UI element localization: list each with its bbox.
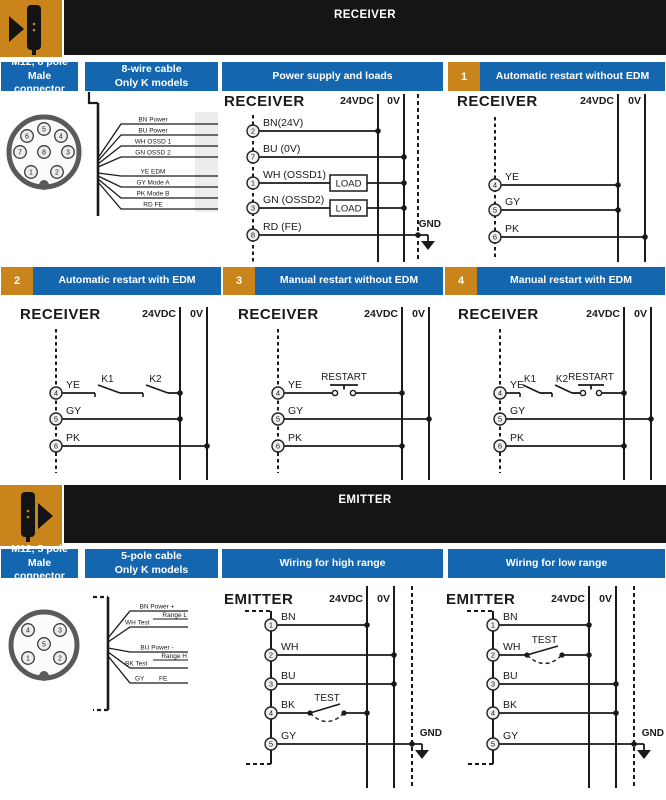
pin-number: 2 — [250, 126, 256, 136]
wire-label: PK — [510, 432, 525, 444]
header-cell — [1, 56, 78, 96]
junction-dot — [409, 741, 415, 747]
wire-label: BK Test — [125, 660, 148, 668]
header-label: Power supply and loads — [272, 69, 393, 82]
rail-label-0v: 0V — [190, 308, 203, 320]
rail-label-0v: 0V — [634, 308, 647, 320]
junction-dot — [621, 443, 627, 449]
wiring-panel-svg — [222, 295, 444, 480]
junction-dot — [586, 622, 592, 628]
test-blade — [527, 646, 558, 655]
junction-dot — [364, 622, 370, 628]
header-label: 8-wire cable Only K models — [114, 62, 189, 89]
rail-label-0v: 0V — [599, 593, 612, 605]
header-cell — [1, 543, 78, 583]
wire-label: GY — [510, 405, 526, 417]
button-label: RESTART — [321, 372, 367, 383]
pin-number: 2 — [490, 650, 496, 660]
junction-dot — [615, 182, 621, 188]
gnd-label: GND — [641, 728, 664, 739]
header-label: Manual restart without EDM — [279, 274, 419, 287]
wiring-panel-svg — [444, 578, 666, 800]
header-cell — [1, 267, 221, 295]
wire-label: PK Mode B — [136, 190, 170, 198]
junction-dot — [621, 390, 627, 396]
diagram-title: EMITTER — [446, 591, 516, 608]
junction-dot — [375, 128, 381, 134]
wire-label: BN(24V) — [263, 117, 304, 129]
diagram-title: RECEIVER — [224, 93, 305, 110]
junction-dot — [586, 652, 592, 658]
header-label: Automatic restart with EDM — [58, 274, 196, 287]
junction-dot — [401, 205, 407, 211]
pin-number: 6 — [25, 133, 29, 141]
pin-number: 5 — [275, 414, 281, 424]
pin-number: 4 — [490, 708, 496, 718]
rail-label-24vdc: 24VDC — [329, 593, 363, 605]
junction-dot — [415, 232, 421, 238]
test-label: TEST — [531, 635, 558, 646]
rail-label-24vdc: 24VDC — [340, 95, 374, 107]
connector-keyway-notch — [39, 180, 49, 190]
wire-label: PK — [505, 223, 520, 235]
header-cell — [222, 62, 443, 91]
pin-number: 5 — [268, 739, 274, 749]
pin-number: 4 — [268, 708, 274, 718]
rail-label-24vdc: 24VDC — [580, 95, 614, 107]
pin-number: 1 — [268, 620, 274, 630]
pin-number: 2 — [268, 650, 274, 660]
wire-label: BK — [281, 699, 296, 711]
junction-dot — [648, 416, 654, 422]
rail-label-24vdc: 24VDC — [586, 308, 620, 320]
pin-number: 4 — [275, 388, 281, 398]
diagram-title: RECEIVER — [457, 93, 538, 110]
wire-label: GY — [288, 405, 304, 417]
junction-dot — [391, 652, 397, 658]
gnd-arrow — [637, 750, 651, 759]
contact-blade — [98, 385, 120, 393]
rail-label-0v: 0V — [387, 95, 400, 107]
wire-label: YE — [288, 379, 303, 391]
wire-label: PK — [66, 432, 81, 444]
wire-label: BN Power — [138, 116, 168, 124]
header-cell — [448, 62, 665, 91]
header-cell — [85, 62, 218, 91]
junction-dot — [364, 710, 370, 716]
junction-dot — [399, 443, 405, 449]
wire-label: BN — [503, 611, 518, 623]
pin-number: 4 — [26, 627, 30, 635]
pin-number: 6 — [497, 441, 503, 451]
emitter-logo — [0, 485, 62, 546]
header-cell — [445, 267, 665, 295]
low-range-wiring-diagram — [444, 578, 666, 800]
button-contact — [580, 390, 585, 395]
wire-label: BK — [503, 699, 518, 711]
test-arc — [527, 655, 562, 664]
rail-label-0v: 0V — [377, 593, 390, 605]
pin-number: 5 — [53, 414, 59, 424]
contact-label: K2 — [149, 374, 162, 385]
wire-label: PK — [288, 432, 303, 444]
pin-number: 8 — [42, 149, 46, 157]
wire-label: RD (FE) — [263, 221, 302, 233]
rail-label-0v: 0V — [628, 95, 641, 107]
wire-label: GY — [505, 196, 521, 208]
button-contact — [332, 390, 337, 395]
8-wire-cable-diagram — [85, 91, 220, 267]
cable-svg — [85, 91, 220, 262]
wire-label: BU — [503, 670, 518, 682]
wire-label: GY — [135, 675, 145, 683]
pin-number: 3 — [490, 679, 496, 689]
pin-number: 4 — [497, 388, 503, 398]
5-pole-cable-diagram — [85, 578, 220, 800]
panel-number-badge: 1 — [448, 62, 480, 91]
pin-number: 3 — [58, 627, 62, 635]
header-label: Manual restart with EDM — [510, 274, 632, 287]
junction-dot — [631, 741, 637, 747]
manual-restart-without-edm-diagram — [222, 295, 444, 485]
gnd-arrow — [421, 241, 435, 250]
pin-number: 5 — [492, 205, 498, 215]
wire-label: BU Power - — [140, 644, 174, 652]
contact-blade — [146, 385, 168, 393]
m12-8pole-connector-pinout — [0, 91, 85, 276]
panel-number-badge: 2 — [1, 267, 33, 295]
rail-label-24vdc: 24VDC — [551, 593, 585, 605]
wire-label: FE — [159, 675, 168, 683]
wire-label: BU Power — [138, 127, 168, 135]
cable-svg — [85, 578, 220, 800]
load-label: LOAD — [335, 203, 362, 215]
wire-label: WH — [281, 641, 299, 653]
junction-dot — [204, 443, 210, 449]
wire-label: BN Power + — [139, 603, 175, 611]
junction-dot — [391, 681, 397, 687]
contact-label: K1 — [101, 374, 114, 385]
contact-label: K1 — [523, 374, 537, 385]
wire-label: WH (OSSD1) — [263, 169, 326, 181]
wire-label: YE — [505, 171, 520, 183]
pin-number: 4 — [59, 133, 63, 141]
junction-dot — [613, 681, 619, 687]
wire-label: BN — [281, 611, 296, 623]
auto-restart-without-edm-diagram — [445, 91, 666, 267]
pin-number: 5 — [42, 641, 46, 649]
wire-label: GN OSSD 2 — [135, 149, 171, 157]
receiver-banner — [64, 0, 666, 55]
header-label: Automatic restart without EDM — [495, 69, 650, 82]
panel-number-badge: 4 — [445, 267, 477, 295]
m12-5pole-connector-pinout — [0, 578, 85, 763]
receiver-header-row-2 — [0, 267, 666, 295]
header-label: Wiring for high range — [279, 556, 386, 569]
junction-dot — [426, 416, 432, 422]
contact-blade — [523, 385, 540, 393]
pin-number: 5 — [490, 739, 496, 749]
pin-number: 1 — [29, 169, 33, 177]
button-contact — [596, 390, 601, 395]
junction-dot — [615, 207, 621, 213]
high-range-wiring-diagram — [222, 578, 444, 800]
wire-label: YE — [66, 379, 81, 391]
connector-keyway-notch — [39, 671, 49, 681]
test-arc — [310, 713, 344, 722]
receiver-banner-title: RECEIVER — [334, 9, 396, 21]
receiver-logo — [0, 0, 62, 57]
auto-restart-with-edm-diagram — [0, 295, 222, 485]
junction-dot — [613, 710, 619, 716]
wire-label: WH — [503, 641, 521, 653]
pin-number: 1 — [26, 655, 30, 663]
wire-label: BU (0V) — [263, 143, 301, 155]
wiring-panel-svg — [222, 91, 443, 262]
junction-dot — [177, 416, 183, 422]
junction-dot — [401, 154, 407, 160]
power-supply-wiring-diagram — [222, 91, 443, 267]
rail-label-24vdc: 24VDC — [142, 308, 176, 320]
wire-label: YE EDM — [140, 168, 166, 176]
header-label: M12, 5 pole Male connector — [11, 543, 68, 583]
header-cell — [85, 549, 218, 578]
pin-number: 5 — [497, 414, 503, 424]
wire-label: Range H — [161, 653, 187, 660]
pin-number: 7 — [250, 152, 256, 162]
connector-svg — [0, 578, 85, 758]
pin-number: 7 — [18, 149, 22, 157]
diagram-title: RECEIVER — [238, 306, 319, 323]
diagram-title: RECEIVER — [458, 306, 539, 323]
junction-dot — [401, 180, 407, 186]
wire-label: BU — [281, 670, 296, 682]
pin-number: 1 — [250, 178, 256, 188]
rail-label-24vdc: 24VDC — [364, 308, 398, 320]
wiring-panel-svg — [445, 91, 666, 262]
wire-label: GN (OSSD2) — [263, 194, 325, 206]
wire-label: WH Test — [125, 619, 150, 627]
diagram-title: EMITTER — [224, 591, 294, 608]
gnd-label: GND — [419, 728, 442, 739]
gnd-arrow — [415, 750, 429, 759]
junction-dot — [177, 390, 183, 396]
load-label: LOAD — [335, 178, 362, 190]
header-label: Wiring for low range — [505, 556, 608, 569]
header-cell — [448, 549, 665, 578]
junction-dot — [399, 390, 405, 396]
pin-number: 3 — [66, 149, 70, 157]
rail-label-0v: 0V — [412, 308, 425, 320]
junction-dot — [642, 234, 648, 240]
pin-number: 6 — [53, 441, 59, 451]
emitter-banner-title: EMITTER — [338, 494, 392, 506]
receiver-sensor-icon — [0, 0, 62, 57]
pin-number: 5 — [42, 126, 46, 134]
test-blade — [310, 704, 340, 713]
cable-sheath — [195, 112, 218, 212]
button-contact — [350, 390, 355, 395]
test-label: TEST — [314, 693, 340, 704]
wire-label: GY — [66, 405, 82, 417]
wire-label: GY — [281, 730, 297, 742]
header-label: M12, 8 pole Male connector — [11, 56, 68, 96]
pin-number: 3 — [250, 203, 256, 213]
manual-restart-with-edm-diagram — [444, 295, 666, 485]
cable-wire — [108, 627, 188, 642]
diagram-title: RECEIVER — [20, 306, 101, 323]
gnd-label: GND — [418, 219, 441, 230]
emitter-sensor-icon — [0, 485, 62, 546]
wire-label: WH OSSD 1 — [134, 138, 172, 146]
wire-label: Range L — [162, 612, 187, 619]
pin-number: 1 — [490, 620, 496, 630]
wire-label: GY Mode A — [136, 179, 170, 187]
emitter-header-row — [0, 543, 666, 583]
pin-number: 2 — [55, 169, 59, 177]
wire-label: GY — [503, 730, 519, 742]
receiver-header-row-1 — [0, 56, 666, 96]
wiring-panel-svg — [222, 578, 444, 800]
wiring-panel-svg — [444, 295, 666, 480]
contact-blade — [555, 385, 572, 393]
pin-number: 6 — [275, 441, 281, 451]
cable-elbow — [89, 92, 98, 103]
pin-number: 6 — [492, 232, 498, 242]
panel-number-badge: 3 — [223, 267, 255, 295]
header-cell — [222, 549, 443, 578]
contact-label: K2 — [555, 374, 569, 385]
pin-number: 4 — [53, 388, 59, 398]
header-label: 5-pole cable Only K models — [114, 549, 189, 576]
wire-label: RD FE — [143, 201, 163, 209]
button-label: RESTART — [568, 372, 614, 383]
connector-svg — [0, 91, 85, 271]
pin-number: 8 — [250, 230, 256, 240]
pin-number: 3 — [268, 679, 274, 689]
wiring-panel-svg — [0, 295, 222, 480]
header-cell — [223, 267, 443, 295]
emitter-banner — [64, 485, 666, 543]
pin-number: 2 — [58, 655, 62, 663]
wire-label: YE — [510, 379, 525, 391]
pin-number: 4 — [492, 180, 498, 190]
